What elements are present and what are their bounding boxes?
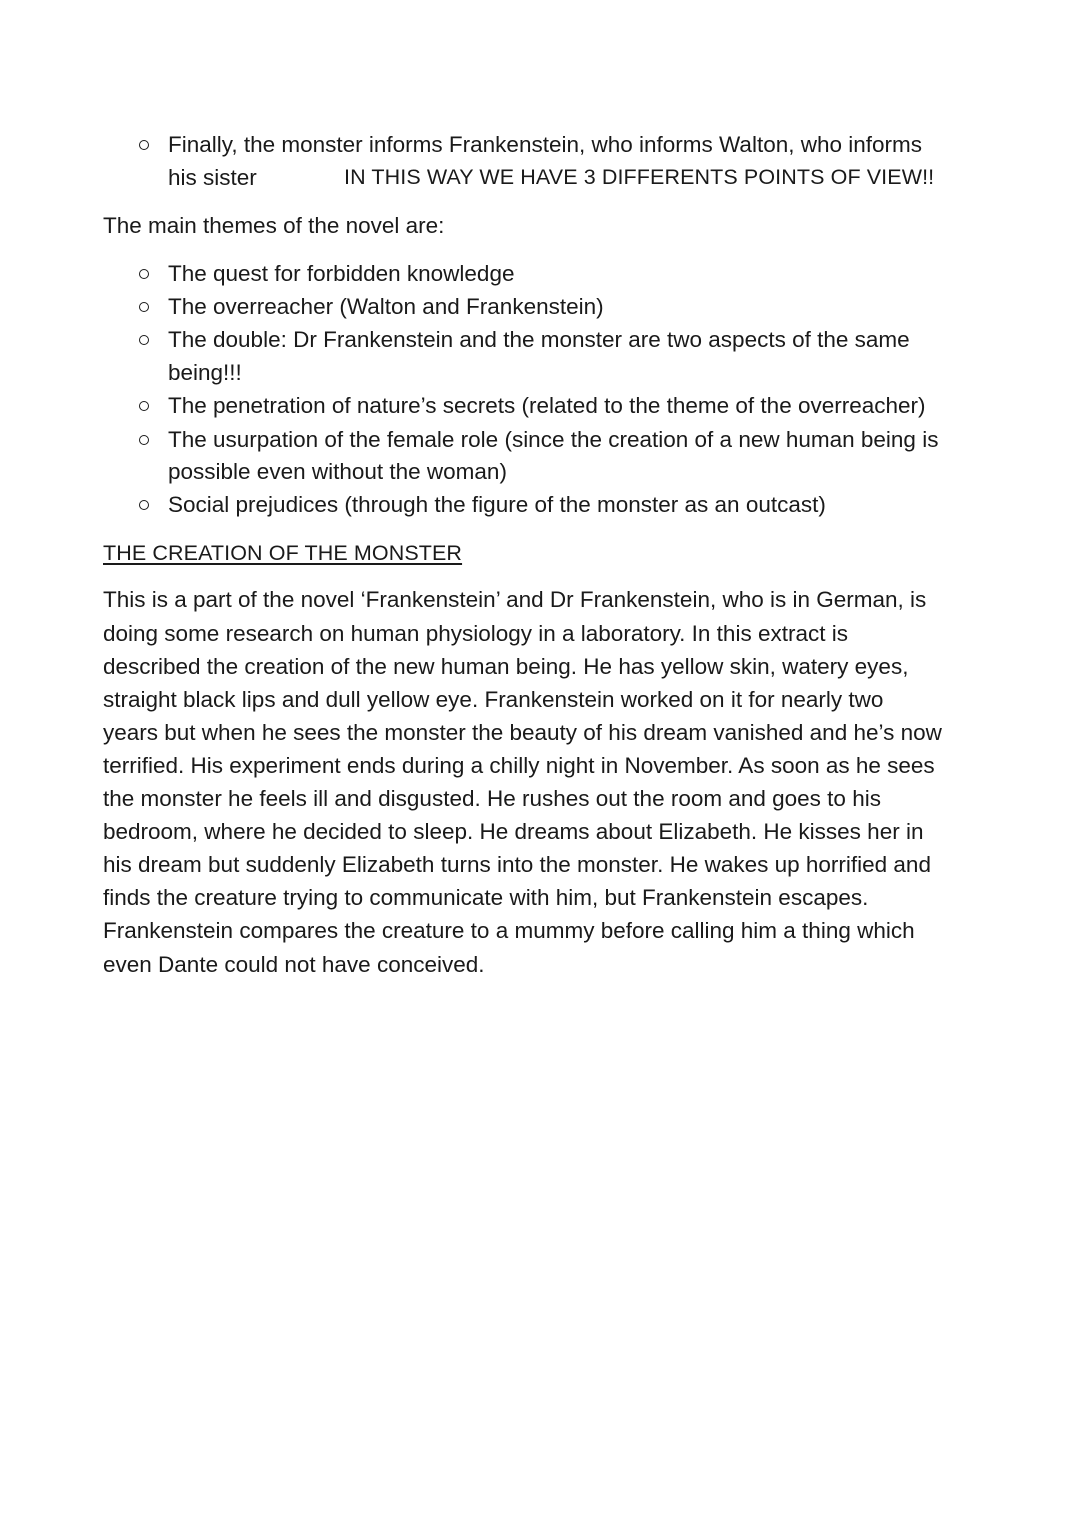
bullet-icon — [139, 140, 149, 150]
theme-item-continuation: possible even without the woman) — [168, 459, 507, 484]
paragraph-line: finds the creature trying to communicate with him, but Frankenstein escapes. — [103, 885, 869, 910]
themes-intro: The main themes of the novel are: — [103, 213, 445, 238]
theme-item: The usurpation of the female role (since the creation of a new human being is — [168, 427, 939, 452]
bullet-icon — [139, 500, 149, 510]
theme-item: The quest for forbidden knowledge — [168, 261, 515, 286]
bullet-icon — [139, 302, 149, 312]
paragraph-line: described the creation of the new human being. He has yellow skin, watery eyes, — [103, 654, 909, 679]
bullet-icon — [139, 335, 149, 345]
paragraph-line: even Dante could not have conceived. — [103, 952, 485, 977]
bullet-icon — [139, 435, 149, 445]
paragraph-line: his dream but suddenly Elizabeth turns into the monster. He wakes up horrified and — [103, 852, 931, 877]
paragraph-line: straight black lips and dull yellow eye. Frankenstein worked on it for nearly two — [103, 687, 884, 712]
bullet-icon — [139, 269, 149, 279]
bullet-icon — [139, 401, 149, 411]
list-item-text: his sister — [168, 165, 257, 190]
theme-item: The overreacher (Walton and Frankenstein) — [168, 294, 604, 319]
paragraph-line: terrified. His experiment ends during a chilly night in November. As soon as he sees — [103, 753, 935, 778]
paragraph-line: doing some research on human physiology in a laboratory. In this extract is — [103, 621, 848, 646]
theme-item: The penetration of nature’s secrets (related to the theme of the overreacher) — [168, 393, 926, 418]
points-of-view-note: IN THIS WAY WE HAVE 3 DIFFERENTS POINTS OF VIEW!! — [344, 165, 935, 189]
theme-item: Social prejudices (through the figure of the monster as an outcast) — [168, 492, 826, 517]
paragraph-line: the monster he feels ill and disgusted. He rushes out the room and goes to his — [103, 786, 881, 811]
paragraph-line: bedroom, where he decided to sleep. He dreams about Elizabeth. He kisses her in — [103, 819, 924, 844]
paragraph-line: years but when he sees the monster the beauty of his dream vanished and he’s now — [103, 720, 942, 745]
paragraph-line: This is a part of the novel ‘Frankenstein’ and Dr Frankenstein, who is in German, is — [103, 587, 927, 612]
theme-item: The double: Dr Frankenstein and the monster are two aspects of the same — [168, 327, 910, 352]
paragraph-line: Frankenstein compares the creature to a mummy before calling him a thing which — [103, 918, 915, 943]
section-heading: THE CREATION OF THE MONSTER — [103, 541, 463, 565]
theme-item-continuation: being!!! — [168, 360, 242, 385]
list-item-text: Finally, the monster informs Frankenstein, who informs Walton, who informs — [168, 132, 923, 157]
